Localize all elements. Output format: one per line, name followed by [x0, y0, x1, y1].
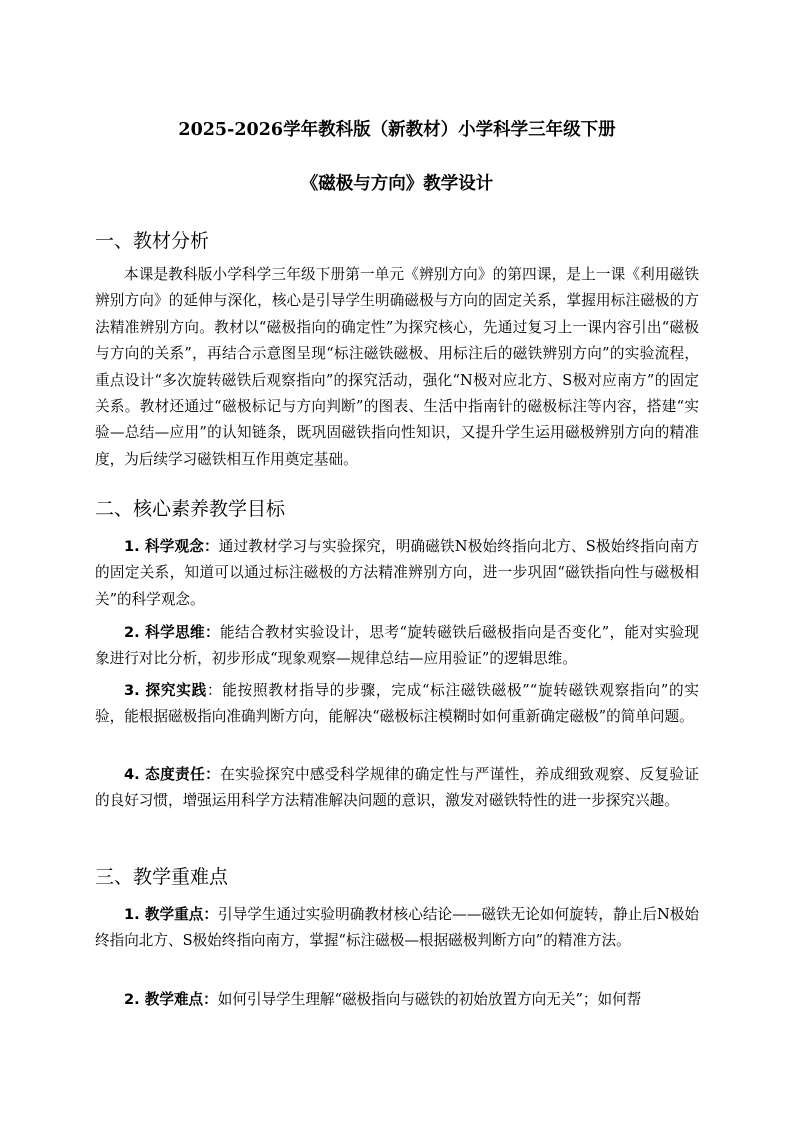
objective-body: 通过教材学习与实验探究，明确磁铁N极始终指向北方、S极始终指向南方的固定关系，知道可以通过标注磁极的方法精准辨别方向，进一步巩固“磁铁指向性与磁极相关”的科学观念。: [95, 538, 700, 608]
objective-label: 4. 态度责任：: [124, 766, 221, 783]
key-point-label: 1. 教学重点：: [124, 906, 218, 923]
key-point-item: [95, 902, 699, 955]
difficulty-item: [95, 987, 699, 1013]
objective-body: 在实验探究中感受科学规律的确定性与严谨性，养成细致观察、反复验证的良好习惯，增强运用科学方法精准解决问题的意识，激发对磁铁特性的进一步探究兴趣。: [95, 766, 699, 810]
difficulty-body: 如何引导学生理解“磁极指向与磁铁的初始放置方向无关”；如何帮: [217, 991, 642, 1008]
paragraph-textbook-analysis: [95, 262, 699, 473]
paragraph-body: 本课是教科版小学科学三年级下册第一单元《辨别方向》的第四课，是上一课《利用磁铁辨别方向》的延伸与深化，核心是引导学生明确磁极与方向的固定关系，掌握用标注磁极的方法精准辨别方向。教材以“磁极指向的确定性”为探究核心，先通过复习上一课内容引出“磁极与方向的关系”，再结合示意图呈现“标注磁铁磁极、用标注后的磁铁辨别方向”的实验流程，重点设计“多次旋转磁铁后观察指向”的探究活动，强化“N极对应北方、S极对应南方”的固定关系。教材还通过“磁极标记与方向判断”的图表、生活中指南针的磁极标注等内容，搭建“实验—总结—应用”的认知链条，既巩固磁铁指向性知识，又提升学生运用磁极辨别方向的精准度，为后续学习磁铁相互作用奠定基础。: [95, 266, 699, 468]
document-subtitle: 《磁极与方向》教学设计: [300, 174, 494, 194]
document-title: 2025-2026学年教科版（新教材）小学科学三年级下册: [178, 120, 616, 140]
objective-item-inquiry-practice: [95, 678, 699, 731]
objective-label: 2. 科学思维：: [124, 624, 220, 641]
key-point-body: 引导学生通过实验明确教材核心结论——磁铁无论如何旋转，静止后N极始终指向北方、S极始终指向南方，掌握“标注磁极—根据磁极判断方向”的精准方法。: [95, 906, 700, 950]
section-heading-textbook-analysis: 一、教材分析: [95, 230, 210, 252]
difficulty-label: 2. 教学难点：: [124, 991, 218, 1008]
section-heading-key-difficulties: 三、教学重难点: [95, 866, 229, 888]
objective-item-attitude: [95, 762, 699, 815]
objective-body: ：能按照教材指导的步骤，完成“标注磁铁磁极”“旋转磁铁观察指向”的实验，能根据磁极指向准确判断方向，能解决“磁极标注模糊时如何重新确定磁极”的简单问题。: [95, 682, 699, 726]
objective-label: 1. 科学观念：: [124, 538, 219, 555]
objective-label: 3. 探究实践: [124, 682, 207, 699]
section-heading-objectives: 二、核心素养教学目标: [95, 498, 286, 520]
objective-item-science-thinking: [95, 620, 699, 673]
objective-body: 能结合教材实验设计，思考“旋转磁铁后磁极指向是否变化”，能对实验现象进行对比分析，初步形成“现象观察—规律总结—应用验证”的逻辑思维。: [95, 624, 699, 668]
objective-item-science-concept: [95, 534, 699, 613]
